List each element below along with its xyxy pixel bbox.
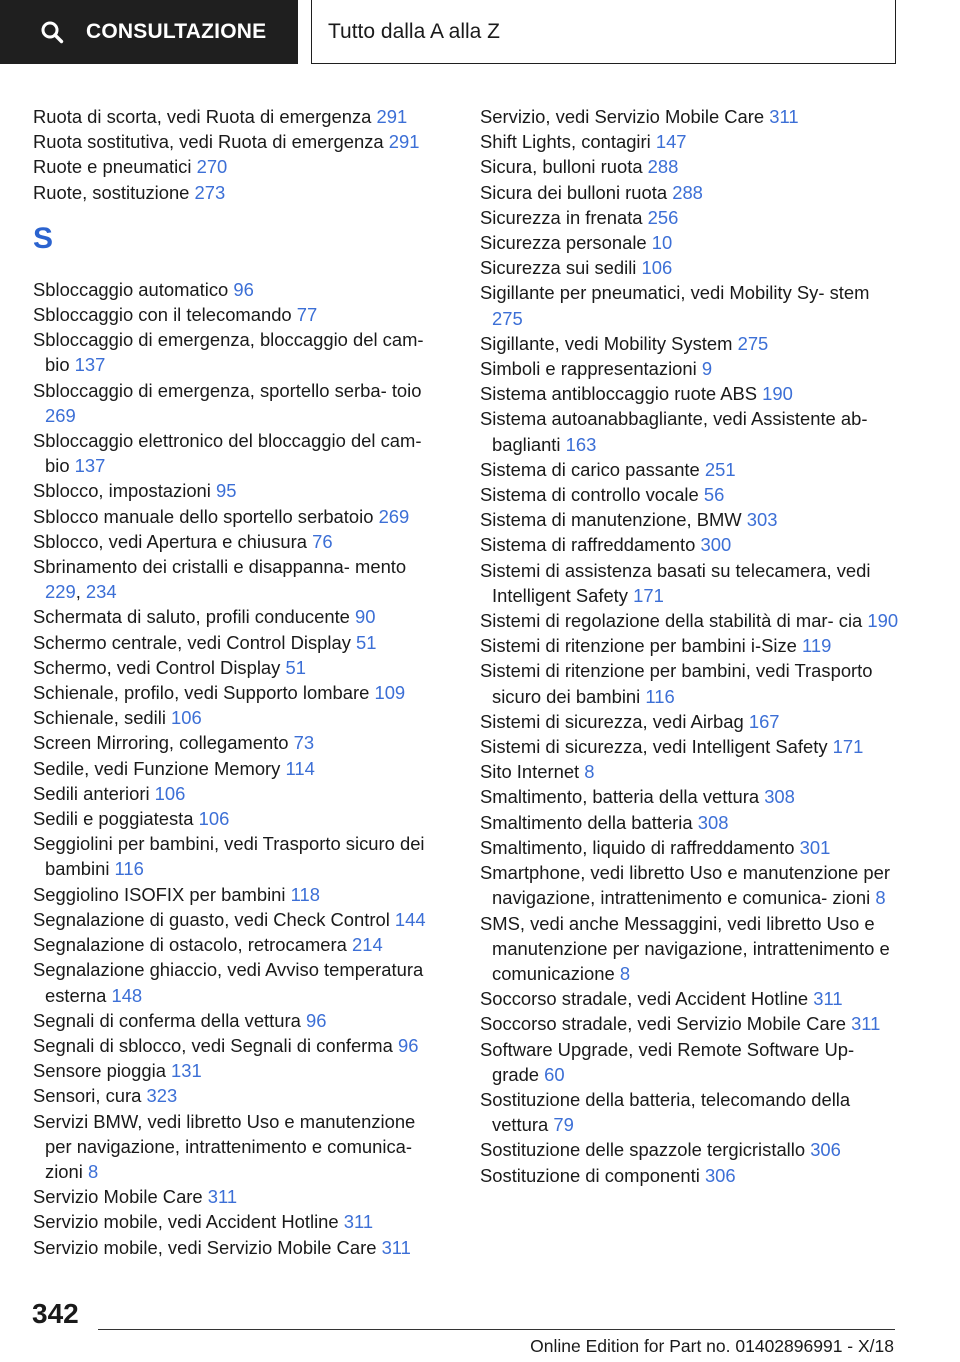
page-reference-link[interactable]: 275 [737,332,769,354]
footer-edition-text: Online Edition for Part no. 01402896991 - X/18 [530,1336,894,1356]
index-entry-text: Schienale, profilo, vedi Supporto lombare [33,682,370,704]
index-entry [33,1008,443,1033]
index-entry [480,608,900,633]
index-entry-text: Sblocco, impostazioni [33,480,211,502]
index-entry [33,831,443,881]
page-reference-link[interactable]: 269 [45,404,76,426]
page-reference-link[interactable]: 308 [764,786,795,808]
index-entry [480,986,900,1011]
index-entry [480,356,900,381]
index-entry [33,907,443,932]
index-entry [480,784,900,809]
page-reference-link[interactable]: 291 [388,131,420,153]
index-entry [480,381,900,406]
index-entry [480,230,900,255]
page-reference-link[interactable]: 270 [196,156,228,178]
page-reference-link[interactable]: 308 [697,811,729,833]
index-entry [480,658,900,708]
page-reference-link[interactable]: 96 [233,278,254,300]
index-entry [480,1037,900,1087]
page-reference-link[interactable]: 311 [769,106,799,127]
page-number: 342 [32,1298,79,1329]
index-entry [33,180,443,205]
index-entry-text: Sistema di manutenzione, BMW [480,509,742,531]
index-entry-text: Sigillante per pneumatici, vedi Mobility Sy‐ stem [480,282,870,304]
index-entry-text: Segnali di sblocco, vedi Segnali di conferma [33,1034,393,1056]
page-reference-link[interactable]: 303 [746,509,778,531]
page-reference-link[interactable]: 114 [285,757,315,779]
index-entry [33,655,443,680]
index-entry-text: Sbloccaggio con il telecomando [33,304,292,326]
index-entry-text: Sicurezza personale [480,232,647,254]
index-entry-text: Smartphone, vedi libretto Uso e manutenzione per navigazione, intrattenimento e comunica‐ zioni [480,862,890,909]
page-reference-link[interactable]: 73 [293,732,315,754]
index-entry [33,378,443,428]
index-entry [480,911,900,987]
index-entry-text: Servizio mobile, vedi Servizio Mobile Care [33,1236,377,1258]
index-entry [480,104,900,129]
index-entry-text: Segnali di conferma della vettura [33,1009,301,1031]
page-reference-link[interactable]: 171 [633,584,664,606]
index-entry [33,504,443,529]
index-letter-heading: S [33,221,54,255]
index-entry [33,1184,443,1209]
page-reference-link[interactable]: 106 [171,707,202,729]
page-reference-link[interactable]: 8 [619,962,631,984]
page-reference-link[interactable]: 306 [810,1139,841,1161]
index-entry-text: Sistema autoanabbagliante, vedi Assistente ab‐ baglianti [480,408,868,455]
index-entry-text: Servizio, vedi Servizio Mobile Care [480,106,765,127]
index-entry-text: Sostituzione delle spazzole tergicristallo [480,1139,806,1161]
page-reference-link[interactable]: 116 [114,858,144,880]
index-entry [480,255,900,280]
page-reference-link[interactable]: 229 [45,581,76,603]
page-reference-link[interactable]: 76 [312,530,333,552]
index-entry: Sbrinamento dei cristalli e disappanna‐ mento 229, 234 [33,556,407,603]
index-entry-text: Sicura dei bulloni ruota [480,181,668,203]
page-reference-link[interactable]: 269 [378,505,410,527]
page-reference-link[interactable]: 148 [111,984,143,1006]
page-reference-link[interactable]: 167 [748,710,780,732]
page-reference-link[interactable]: 300 [700,534,732,556]
index-entry [480,1137,900,1162]
index-entry-text: Sicura, bulloni ruota [480,156,643,178]
index-entry-text: Ruote e pneumatici [33,156,192,178]
page-reference-link[interactable]: 273 [194,181,226,203]
page-reference-link[interactable]: 8 [87,1160,99,1182]
index-entry [480,205,900,230]
page-reference-link[interactable]: 106 [641,257,673,279]
page-reference-link[interactable]: 9 [701,358,713,380]
page-reference-link[interactable]: 171 [832,736,864,758]
section-title: Tutto dalla A alla Z [328,19,500,43]
index-entry [33,154,443,179]
page-reference-link[interactable]: 291 [376,106,408,127]
index-entry-text: Servizi BMW, vedi libretto Uso e manutenzione per navigazione, intrattenimento e comunica‐ zioni [33,1110,416,1182]
page-reference-link[interactable]: 51 [356,631,377,653]
index-entry [33,705,443,730]
index-entry [33,730,443,755]
index-entry-text: Simboli e rappresentazioni [480,358,697,380]
page-reference-link[interactable]: 106 [154,782,186,804]
page-reference-link[interactable]: 90 [355,606,376,628]
index-entry-text: Schermo, vedi Control Display [33,656,281,678]
page-reference-link[interactable]: 301 [799,836,831,858]
section-title-tab [311,0,896,64]
page-reference-link[interactable]: 251 [704,458,736,480]
index-entry [480,507,900,532]
page-reference-link[interactable]: 77 [296,304,318,326]
index-entry-text: Sicurezza in frenata [480,206,643,228]
page-reference-link[interactable]: 137 [74,354,106,376]
index-entry [33,277,443,302]
index-entry [33,129,443,154]
index-entry [33,327,443,377]
index-entry [480,759,900,784]
page-reference-link[interactable]: 96 [305,1009,327,1031]
page-reference-link[interactable]: 190 [762,383,793,405]
index-entry [33,478,443,503]
index-entry [480,1087,900,1137]
index-list-s [33,277,443,1260]
index-entry [33,806,443,831]
index-column-left [33,104,443,1260]
index-entry [480,810,900,835]
index-entry-text: Sistema di raffreddamento [480,534,696,556]
page-reference-link[interactable]: 288 [647,156,679,178]
page-reference-link[interactable]: 79 [553,1114,574,1136]
index-entry [480,1163,900,1188]
index-entry-text: Schermata di saluto, profili conducente [33,606,350,628]
index-entry [480,1011,900,1036]
index-entry-text: Sbloccaggio di emergenza, bloccaggio del cam‐ bio [33,329,424,376]
index-entry [33,1109,443,1185]
index-entry [33,932,443,957]
index-entry [480,532,900,557]
page-reference-link[interactable]: 51 [285,656,306,678]
index-entry [480,835,900,860]
page-reference-link[interactable]: 234 [85,581,117,603]
index-entry-text: Ruote, sostituzione [33,181,190,203]
index-entry-text: Sistemi di ritenzione per bambini i-Size [480,635,797,657]
index-entry-text: Sostituzione della batteria, telecomando della vettura [480,1088,851,1136]
index-entry [33,1209,443,1234]
index-list-r [33,104,443,205]
index-entry-text: Ruota di scorta, vedi Ruota di emergenza [33,106,372,127]
index-entry-text: Sistemi di assistenza basati su telecamera, vedi Intelligent Safety [480,559,871,606]
index-entry [480,154,900,179]
page-reference-link[interactable]: 96 [397,1034,419,1056]
index-entry [33,428,443,478]
index-entry [33,302,443,327]
page-reference-link[interactable]: 116 [645,685,675,707]
index-entry-text: Sigillante, vedi Mobility System [480,332,733,354]
index-entry [480,280,900,330]
page-reference-link[interactable]: 144 [394,908,426,930]
index-entry [33,630,443,655]
page-reference-link[interactable]: 306 [704,1164,736,1186]
index-entry-text: Soccorso stradale, vedi Servizio Mobile Care [480,1013,846,1035]
index-entry-text: Seggiolino ISOFIX per bambini [33,883,286,905]
page-reference-link[interactable]: 106 [198,808,230,830]
page-reference-link[interactable]: 118 [290,883,320,905]
index-entry [480,633,900,658]
page-reference-link[interactable]: 311 [207,1186,238,1208]
index-entry [480,709,900,734]
page-reference-link[interactable]: 109 [374,682,406,704]
index-entry [480,558,900,608]
index-entry-text: Sostituzione di componenti [480,1164,700,1186]
page-reference-link[interactable]: 10 [651,232,673,254]
index-entry-text: Sicurezza sui sedili [480,257,637,279]
page-reference-link[interactable]: 275 [492,307,523,329]
index-entry [33,1033,443,1058]
index-entry-text: Seggiolini per bambini, vedi Trasporto sicuro dei bambini [33,833,425,880]
page-reference-link[interactable]: 8 [875,887,886,909]
index-entry [480,129,900,154]
page-reference-link[interactable]: 256 [647,206,679,228]
index-entry-text: Sensori, cura [33,1085,142,1107]
page-reference-link[interactable]: 190 [867,610,899,632]
index-entry-text: Sblocco manuale dello sportello serbatoio [33,505,374,527]
index-entry-text: Sedili e poggiatesta [33,808,194,830]
page-reference-link[interactable]: 214 [351,934,383,956]
index-entry-text: Servizio Mobile Care [33,1186,203,1208]
page-reference-link[interactable]: 137 [74,455,106,477]
index-entry-text: Sbloccaggio automatico [33,278,229,300]
page-reference-link[interactable]: 311 [851,1013,881,1035]
index-entry-text: Sbrinamento dei cristalli e disappanna‐ mento [33,556,407,578]
index-entry-text: Soccorso stradale, vedi Accident Hotline [480,988,809,1010]
index-entry-text: Segnalazione di ostacolo, retrocamera [33,934,347,956]
index-entry-text: Sbloccaggio di emergenza, sportello serba‐ toio [33,379,422,401]
consultazione-tab[interactable] [0,0,298,64]
index-entry [33,1083,443,1108]
index-entry-text: Sistema di carico passante [480,458,700,480]
index-entry [480,482,900,507]
index-entry [480,180,900,205]
index-entry [33,756,443,781]
page-reference-link[interactable]: 56 [703,484,725,506]
index-entry-text: Sistema antibloccaggio ruote ABS [480,383,758,405]
index-entry-text: Sedili anteriori [33,782,150,804]
page-reference-link[interactable]: 311 [381,1236,411,1258]
page-reference-link[interactable]: 311 [813,988,843,1010]
page-reference-link[interactable]: 311 [343,1211,374,1233]
index-entry [33,604,443,629]
index-entry-text: Sistemi di ritenzione per bambini, vedi Trasporto sicuro dei bambini [480,660,873,707]
index-entry [33,781,443,806]
index-entry-text: Sistemi di regolazione della stabilità di mar‐ cia [480,610,863,632]
index-entry [480,457,900,482]
index-entry-text: Segnalazione di guasto, vedi Check Control [33,908,390,930]
index-entry-text: Smaltimento, liquido di raffreddamento [480,836,795,858]
index-entry-text: Smaltimento, batteria della vettura [480,786,760,808]
index-entry [33,104,443,129]
index-entry-text: SMS, vedi anche Messaggini, vedi libretto Uso e manutenzione per navigazione, intrattenimento e comunicazione [480,912,890,984]
index-entry [480,860,900,910]
page-reference-link[interactable]: 323 [146,1085,178,1107]
index-entry-text: Schermo centrale, vedi Control Display [33,631,351,653]
index-entry-text: Software Upgrade, vedi Remote Software Up‐ grade [480,1038,855,1085]
search-icon [40,19,66,45]
index-entry [33,1058,443,1083]
page-reference-link[interactable]: 60 [544,1063,565,1085]
page-header [0,0,960,66]
page-reference-link[interactable]: 95 [216,480,237,502]
index-entry-text: Smaltimento della batteria [480,811,693,833]
index-entry-text: Sbloccaggio elettronico del bloccaggio del cam‐ bio [33,430,422,477]
index-entry-text: Sistemi di sicurezza, vedi Intelligent Safety [480,736,828,758]
index-entry-text: Sito Internet [480,761,580,783]
index-entry-text: Sensore pioggia [33,1060,166,1082]
index-entry [33,529,443,554]
page-reference-link[interactable]: 131 [171,1060,202,1082]
index-entry-text: Sedile, vedi Funzione Memory [33,757,281,779]
index-entry [480,331,900,356]
index-entry-text: Segnalazione ghiaccio, vedi Avviso temperatura esterna [33,959,424,1006]
index-entry-text: Sistema di controllo vocale [480,484,699,506]
index-column-right [480,104,900,1188]
index-entry-text: Sistemi di sicurezza, vedi Airbag [480,710,744,732]
index-entry [33,1235,443,1260]
consultazione-tab-label: CONSULTAZIONE [86,20,267,43]
index-entry [480,406,900,456]
index-entry-text: Schienale, sedili [33,707,166,729]
index-entry-text: Servizio mobile, vedi Accident Hotline [33,1211,339,1233]
page-reference-link[interactable]: 119 [802,635,832,657]
index-list-s-continued [480,104,900,1188]
index-entry [33,882,443,907]
index-entry [33,680,443,705]
index-entry [480,734,900,759]
index-entry-text: Screen Mirroring, collegamento [33,732,289,754]
index-entry [33,957,443,1007]
footer-divider [98,1329,895,1330]
page-reference-link[interactable]: 147 [655,131,687,153]
index-entry-text: Shift Lights, contagiri [480,131,651,153]
index-entry-text: Sblocco, vedi Apertura e chiusura [33,530,307,552]
page-reference-link[interactable]: 8 [584,761,595,783]
page-reference-link[interactable]: 288 [672,181,703,203]
index-entry-text: Ruota sostitutiva, vedi Ruota di emergenza [33,131,384,153]
page-reference-link[interactable]: 163 [565,433,597,455]
